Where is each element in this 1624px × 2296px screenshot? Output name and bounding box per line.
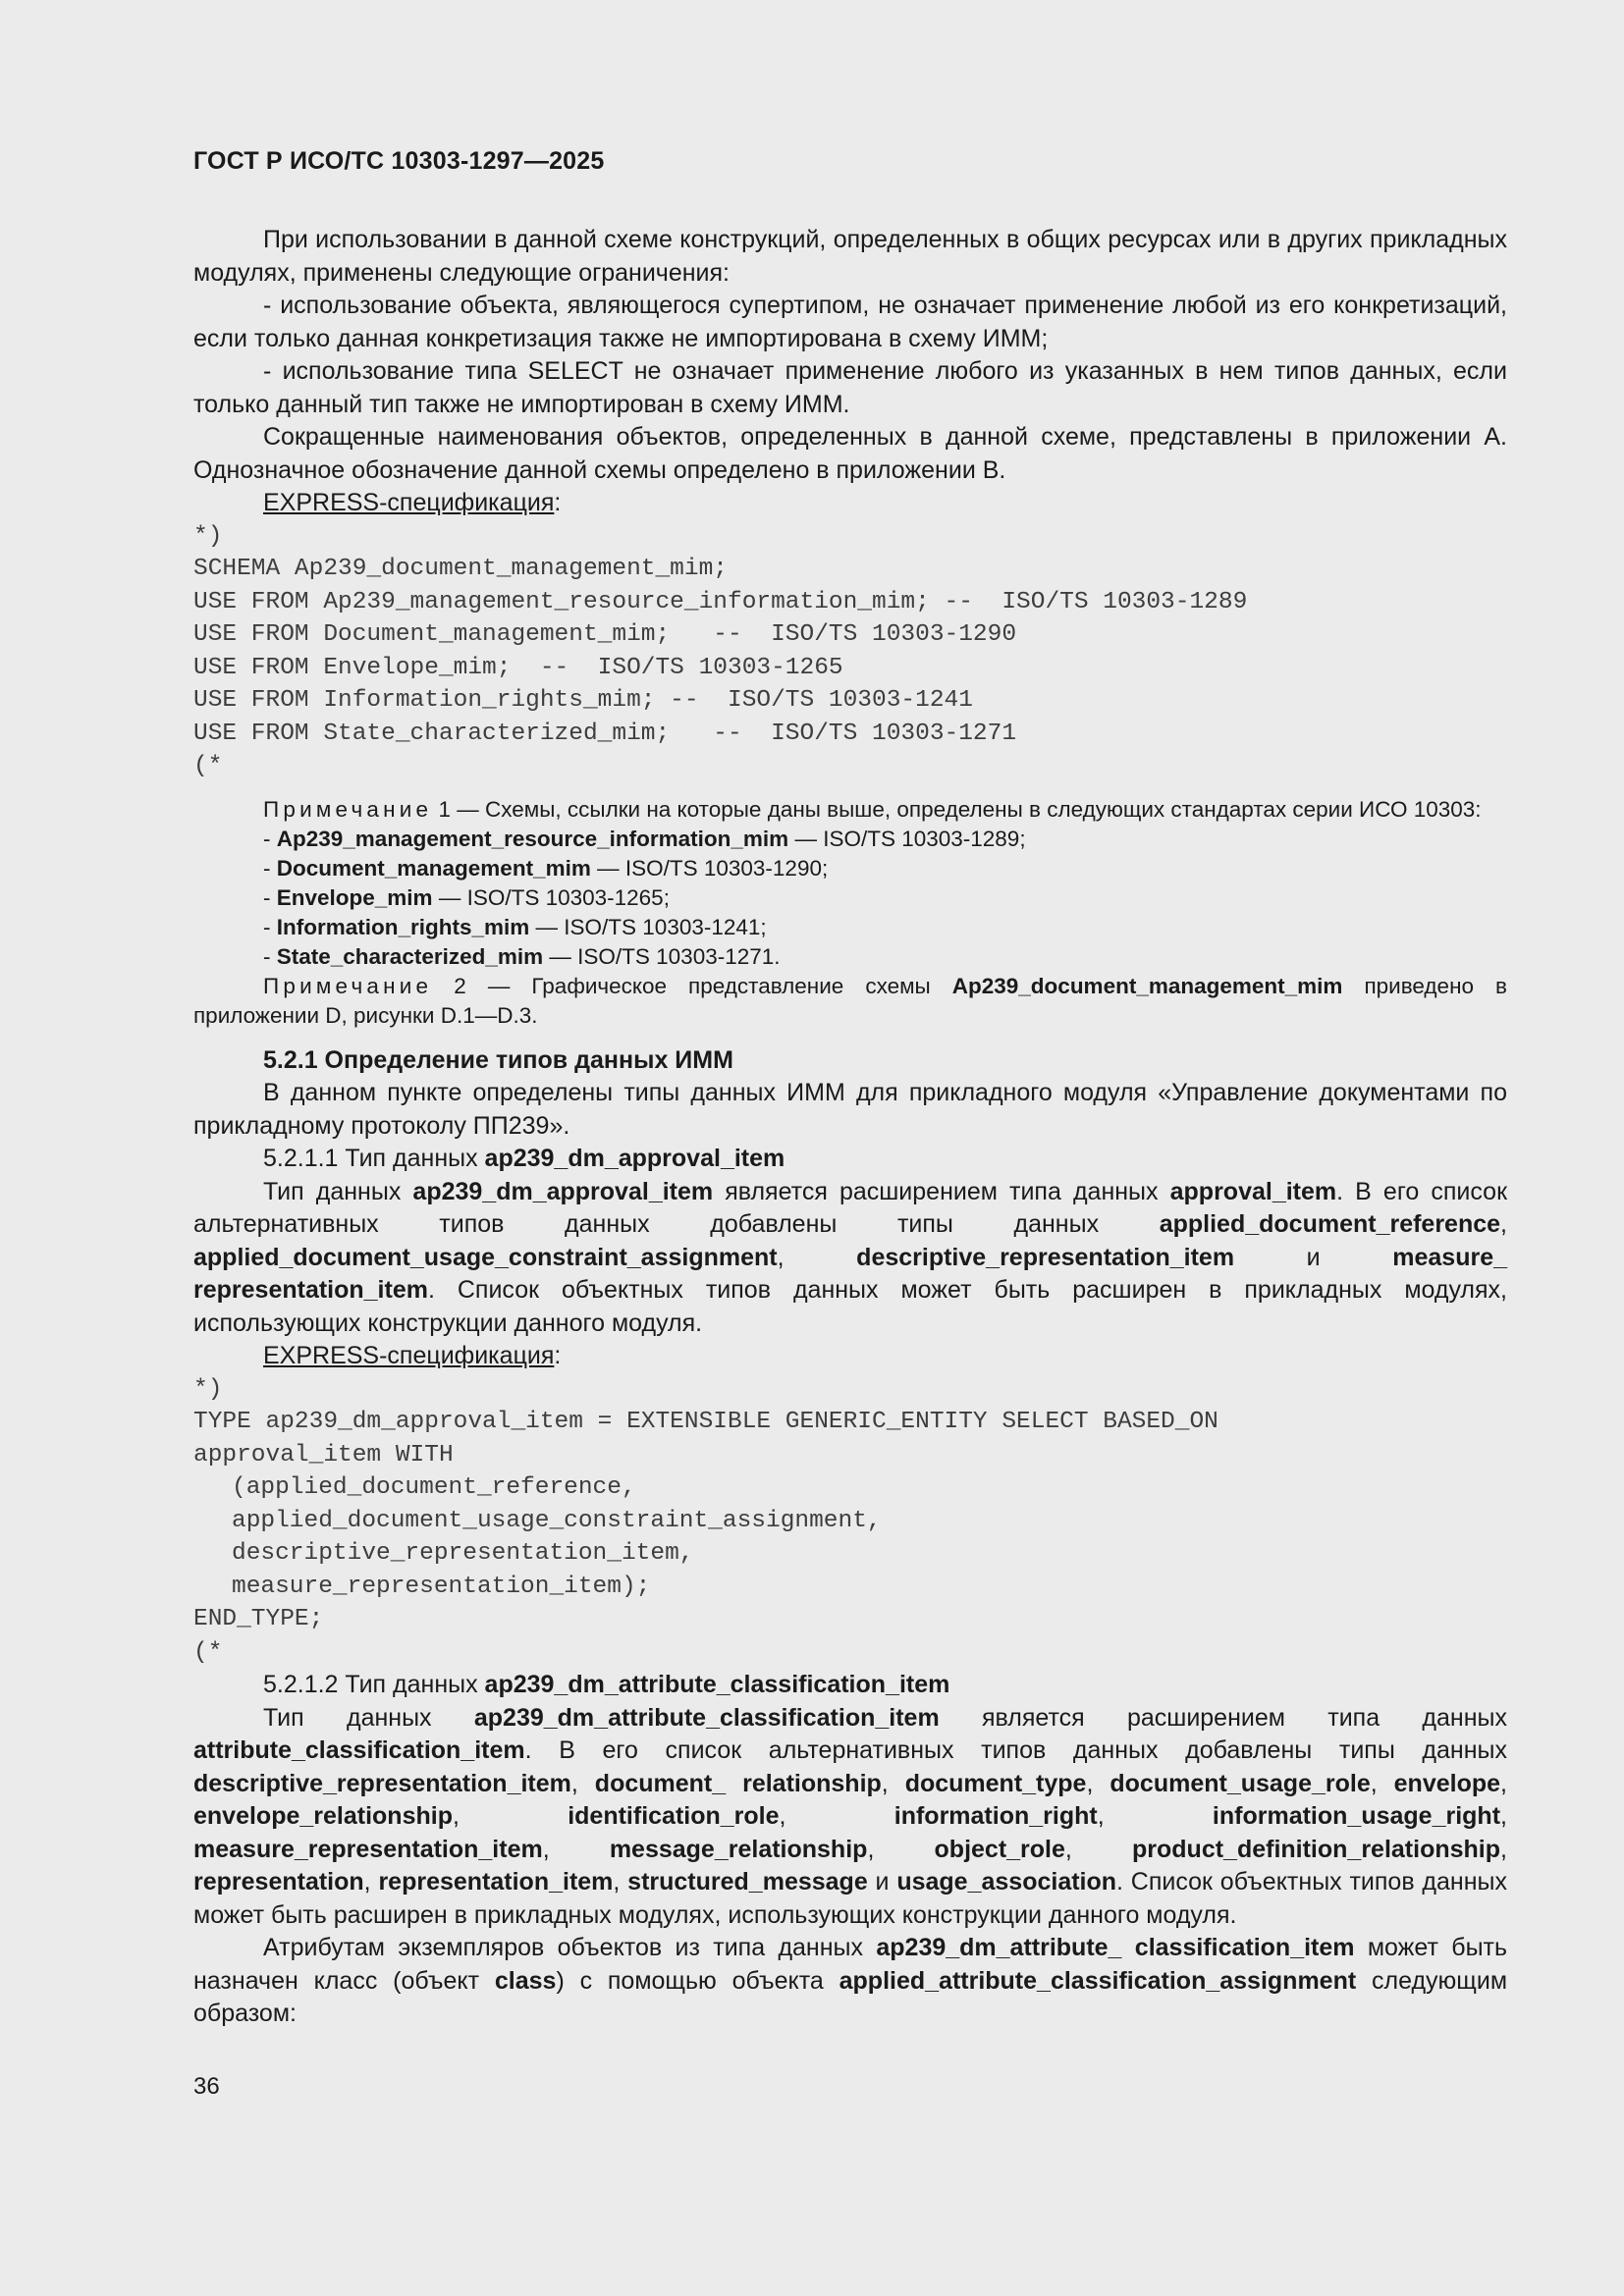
note-2: Примечание 2 — Графическое представление схемы Ap239_document_management_mim приведено в приложении D, рисунки D.1—D.3. <box>193 973 1507 1028</box>
code-line: *) <box>193 1375 223 1403</box>
code-line: (applied_document_reference, <box>232 1474 636 1501</box>
code-line: *) <box>193 522 223 550</box>
note-1-list <box>193 825 1507 972</box>
section-heading-5-2-1: 5.2.1 Определение типов данных ИММ <box>263 1045 733 1074</box>
intro-paragraph: При использовании в данной схеме конструкций, определенных в общих ресурсах или в других прикладных модулях, применены следующие ограничения: <box>193 226 1507 287</box>
intro-restriction-2: - использование типа SELECT не означает применение любого из указанных в нем типов данных, если только данный тип также не импортирован в схему ИММ. <box>193 357 1507 418</box>
list-item: - Ap239_management_resource_information_mim — ISO/TS 10303-1289; <box>263 826 1026 851</box>
intro-restriction-1: - использование объекта, являющегося супертипом, не означает применение любой из его конкретизаций, если только данная конкретизация также не импортирована в схему ИММ; <box>193 292 1507 352</box>
note-label: Примечание <box>263 796 433 822</box>
code-line: (* <box>193 753 223 779</box>
list-item: - State_characterized_mim — ISO/TS 10303-1271. <box>263 943 781 969</box>
code-line: applied_document_usage_constraint_assignment, <box>232 1507 882 1534</box>
subsection-5-2-1-2-text: Тип данных ap239_dm_attribute_classification_item является расширением типа данных attribute_classification_item. В его список альтернативных типов данных добавлены типы данных descriptive_representation_item, document_ relationship, document_type, document_usage_role, envelope, envelope_relationship, identification_role, information_right, information_usage_right, measure_representation_item, message_relationship, object_role, product_definition_relationship, representation, representation_item, structured_message и usage_association. Список объектных типов данных может быть расширен в прикладных модулях, использующих конструкции данного модуля. <box>193 1703 1507 1929</box>
intro-abbreviations: Сокращенные наименования объектов, определенных в данной схеме, представлены в приложении А. Однозначное обозначение данной схемы определено в приложении В. <box>193 423 1507 484</box>
page-body <box>193 224 1507 2031</box>
list-item: - Envelope_mim — ISO/TS 10303-1265; <box>263 884 670 910</box>
note-label: Примечание <box>263 973 433 998</box>
document-header: ГОСТ Р ИСО/ТС 10303-1297—2025 <box>193 147 605 175</box>
list-item: - Document_management_mim — ISO/TS 10303-1290; <box>263 855 829 881</box>
list-item: - Information_rights_mim — ISO/TS 10303-1241; <box>263 914 767 939</box>
code-line: approval_item WITH <box>193 1441 454 1468</box>
code-block-type <box>193 1373 1507 1670</box>
code-line: descriptive_representation_item, <box>232 1540 694 1567</box>
express-spec-label: EXPRESS-спецификация <box>263 1342 555 1369</box>
express-spec-heading-1: EXPRESS-спецификация: <box>263 489 562 516</box>
subsection-heading-5-2-1-2: 5.2.1.2 Тип данных ap239_dm_attribute_classification_item <box>263 1671 950 1698</box>
subsection-5-2-1-2-classification: Атрибутам экземпляров объектов из типа данных ap239_dm_attribute_ classification_item может быть назначен класс (объект class) с помощью объекта applied_attribute_classification_assignment следующим образом: <box>193 1934 1508 2027</box>
subsection-heading-5-2-1-1: 5.2.1.1 Тип данных ap239_dm_approval_item <box>263 1145 785 1172</box>
code-line: measure_representation_item); <box>232 1573 651 1600</box>
code-block-schema <box>193 520 1507 783</box>
code-line: SCHEMA Ap239_document_management_mim; <box>193 556 728 582</box>
code-line: USE FROM Document_management_mim; -- ISO/TS 10303-1290 <box>193 621 1017 648</box>
note-1: Примечание 1 — Схемы, ссылки на которые даны выше, определены в следующих стандартах серии ИСО 10303: <box>263 796 1482 822</box>
code-line: END_TYPE; <box>193 1606 324 1632</box>
code-line: TYPE ap239_dm_approval_item = EXTENSIBLE GENERIC_ENTITY SELECT BASED_ON <box>193 1409 1218 1435</box>
code-line: USE FROM Ap239_management_resource_information_mim; -- ISO/TS 10303-1289 <box>193 588 1248 615</box>
section-5-2-1-text: В данном пункте определены типы данных ИММ для прикладного модуля «Управление документами по прикладному протоколу ПП239». <box>193 1079 1507 1140</box>
code-line: USE FROM Information_rights_mim; -- ISO/TS 10303-1241 <box>193 687 973 714</box>
page-number: 36 <box>193 2073 220 2100</box>
express-spec-heading-2: EXPRESS-спецификация: <box>263 1342 562 1369</box>
code-line: USE FROM Envelope_mim; -- ISO/TS 10303-1265 <box>193 654 843 681</box>
express-spec-label: EXPRESS-спецификация <box>263 489 555 516</box>
subsection-5-2-1-1-text: Тип данных ap239_dm_approval_item является расширением типа данных approval_item. В его список альтернативных типов данных добавлены типы данных applied_document_reference, applied_document_usage_constraint_assignment, descriptive_representation_item и measure_ representation_item. Список объектных типов данных может быть расширен в прикладных модулях, использующих конструкции данного модуля. <box>193 1177 1508 1337</box>
code-line: USE FROM State_characterized_mim; -- ISO/TS 10303-1271 <box>193 720 1017 747</box>
code-line: (* <box>193 1638 223 1666</box>
